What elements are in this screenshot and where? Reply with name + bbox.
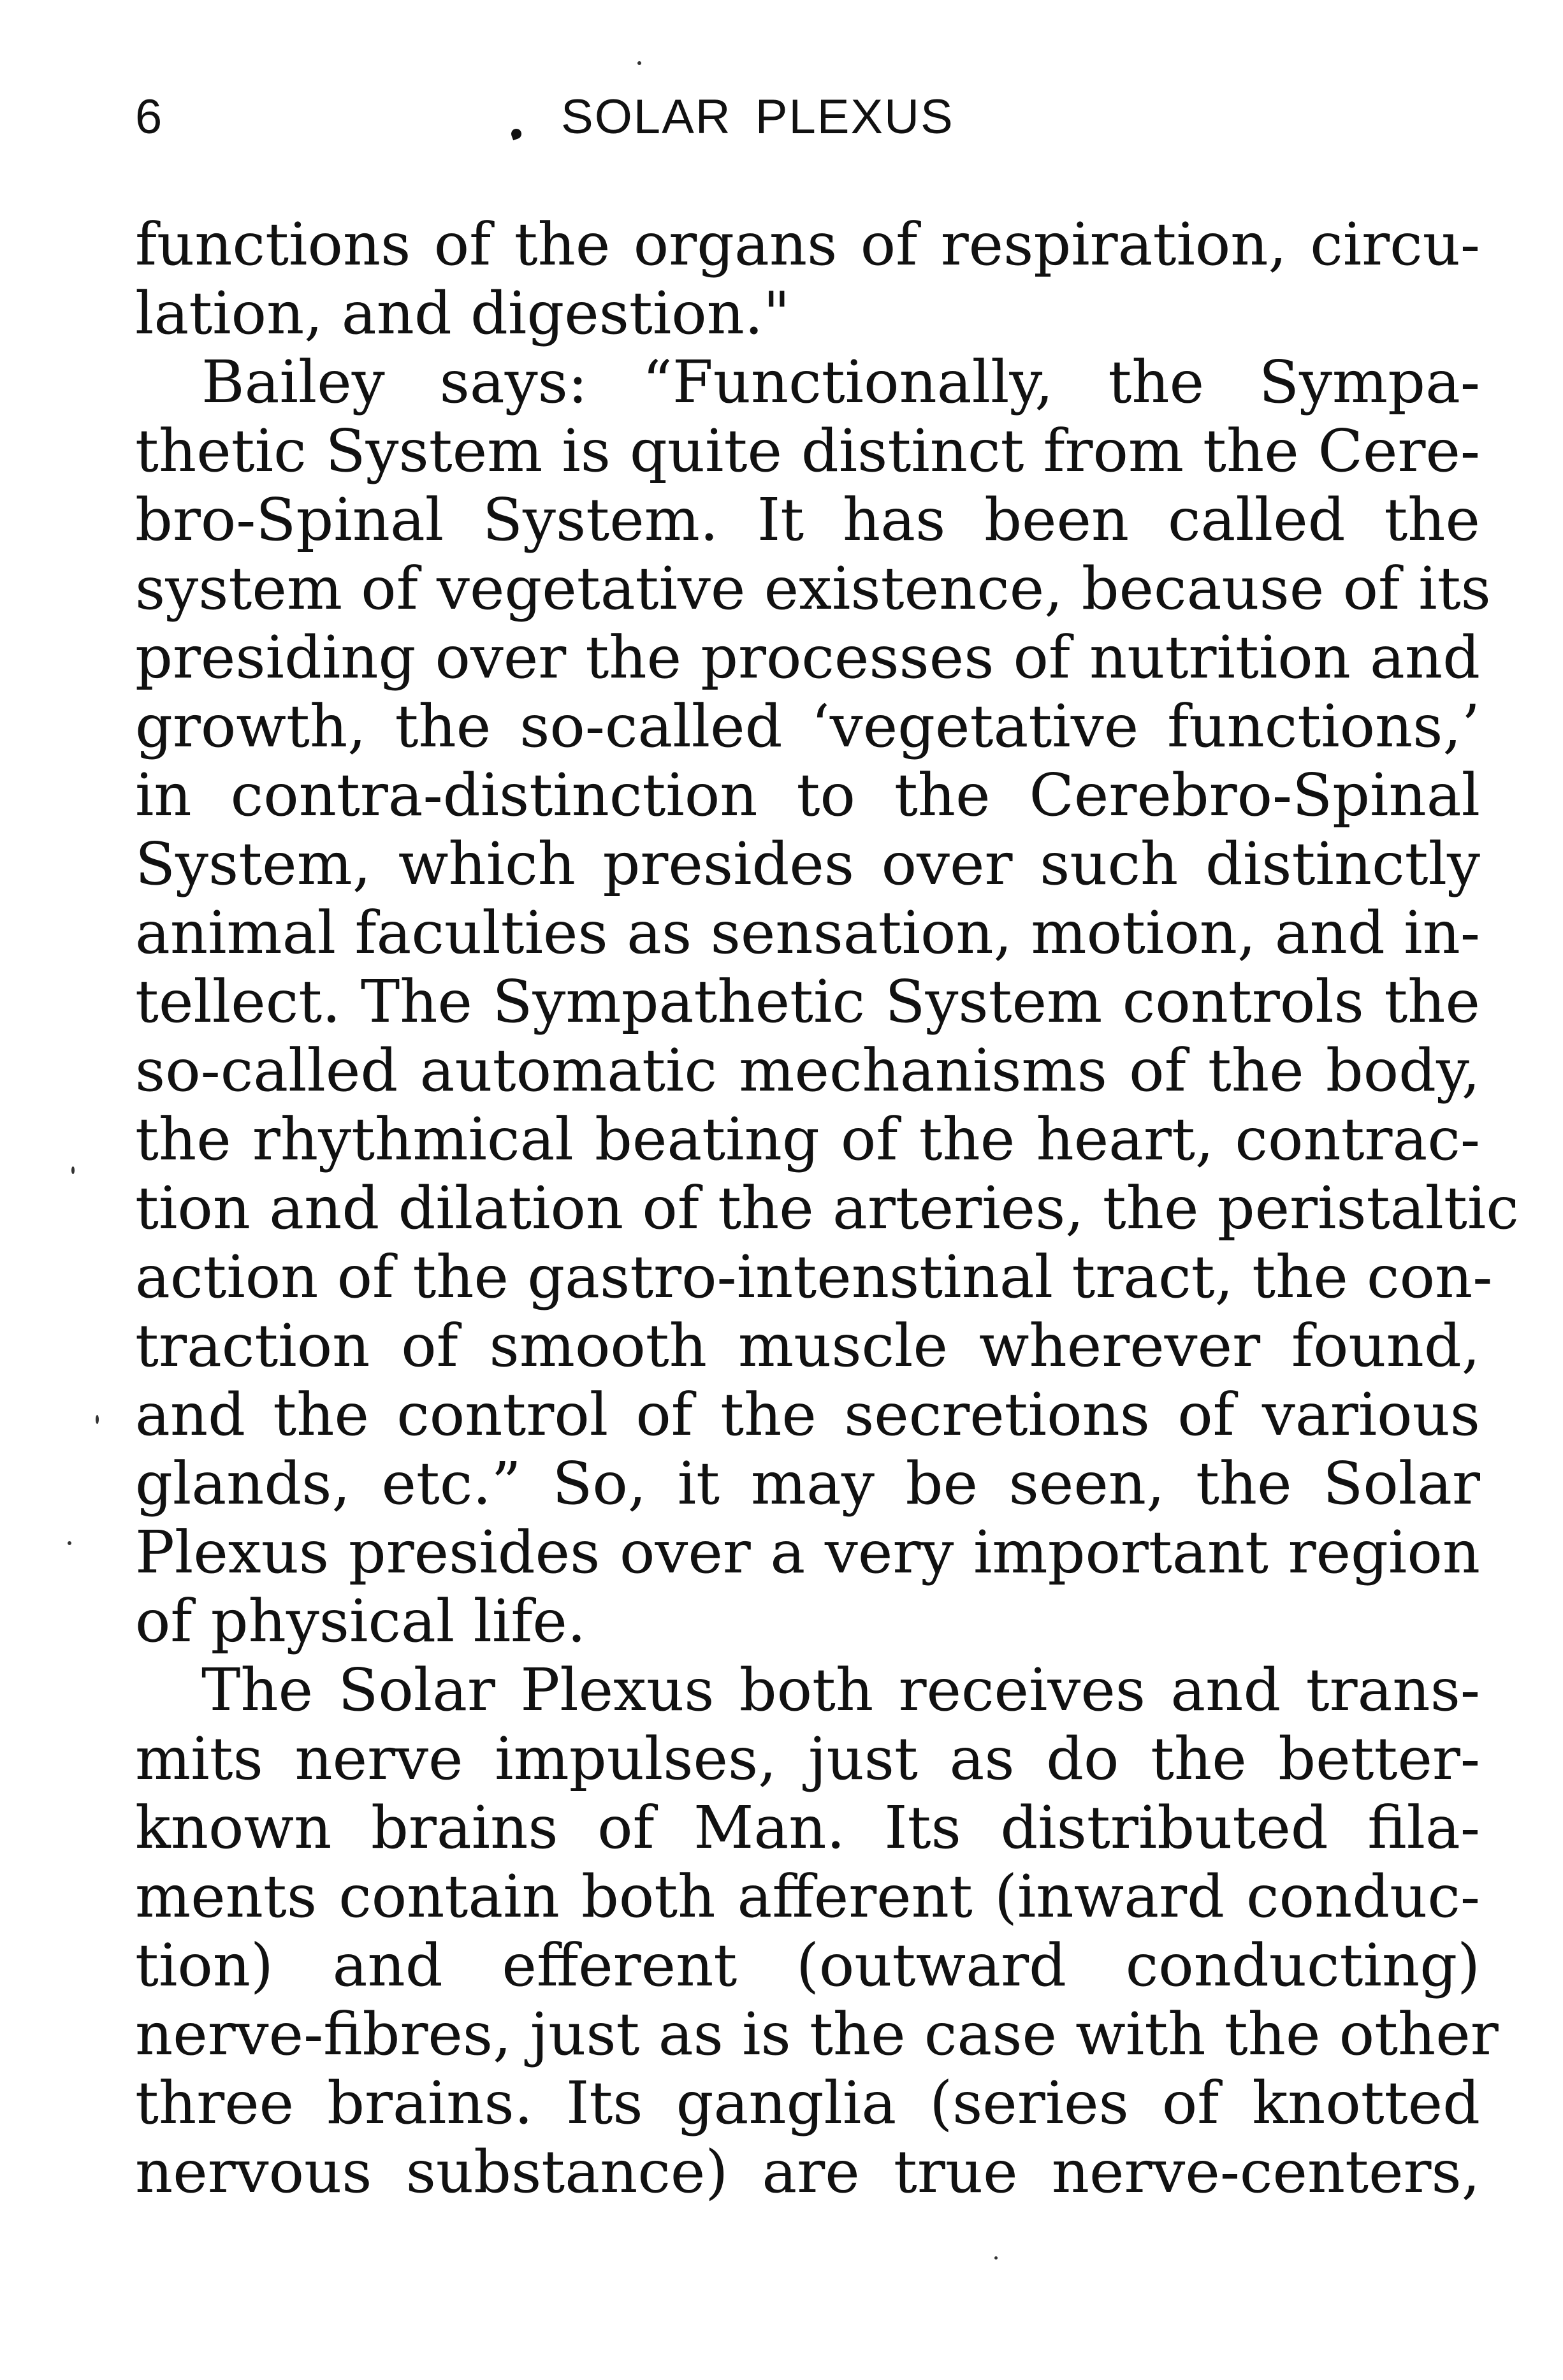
scan-speck [637,61,641,65]
text-line: traction of smooth muscle wherever found, [135,1312,1480,1380]
page-number: 6 [135,90,164,144]
text-line: glands, etc.” So, it may be seen, the Solar [135,1449,1480,1518]
text-line: tion and dilation of the arteries, the peristaltic [135,1174,1519,1242]
text-line: the rhythmical beating of the heart, contrac- [135,1105,1480,1173]
text-line: of physical life. [135,1587,586,1655]
text-line: so-called automatic mechanisms of the body, [135,1036,1480,1105]
text-line: tion) and efferent (outward conducting) [135,1931,1480,1999]
scan-speck [68,1541,71,1545]
text-line: growth, the so-called ‘vegetative functions,’ [135,692,1480,760]
text-line: Bailey says: “Functionally, the Sympa- [201,348,1480,416]
running-head [135,89,1040,153]
text-line: Plexus presides over a very important region [135,1518,1480,1586]
running-title: SOLAR PLEXUS [561,90,954,144]
text-line: System, which presides over such distinctly [135,830,1480,898]
text-line: known brains of Man. Its distributed fila- [135,1794,1480,1862]
text-line: ments contain both afferent (inward conduc- [135,1862,1480,1931]
text-line: bro-Spinal System. It has been called the [135,486,1480,554]
ink-mark-icon [510,127,523,141]
text-line: action of the gastro-intenstinal tract, the con- [135,1243,1493,1311]
text-line: mits nerve impulses, just as do the better- [135,1725,1480,1793]
text-line: thetic System is quite distinct from the Cere- [135,417,1480,485]
body-text [135,210,1519,2207]
text-line: The Solar Plexus both receives and trans- [201,1656,1480,1724]
text-line: lation, and digestion." [135,279,790,347]
text-line: tellect. The Sympathetic System controls the [135,968,1480,1036]
text-line: nerve-fibres, just as is the case with the other [135,2000,1499,2068]
text-line: and the control of the secretions of various [135,1381,1480,1449]
scan-speck [96,1415,99,1424]
scan-speck [71,1166,75,1174]
text-line: functions of the organs of respiration, circu- [135,210,1480,279]
scan-speck [994,2256,998,2260]
text-line: presiding over the processes of nutrition and [135,623,1480,692]
text-line: three brains. Its ganglia (series of knotted [135,2069,1480,2137]
text-line: animal faculties as sensation, motion, and in- [135,899,1480,967]
text-line: in contra-distinction to the Cerebro-Spinal [135,761,1480,829]
text-line: nervous substance) are true nerve-centers, [135,2138,1480,2206]
text-line: system of vegetative existence, because of its [135,555,1491,623]
